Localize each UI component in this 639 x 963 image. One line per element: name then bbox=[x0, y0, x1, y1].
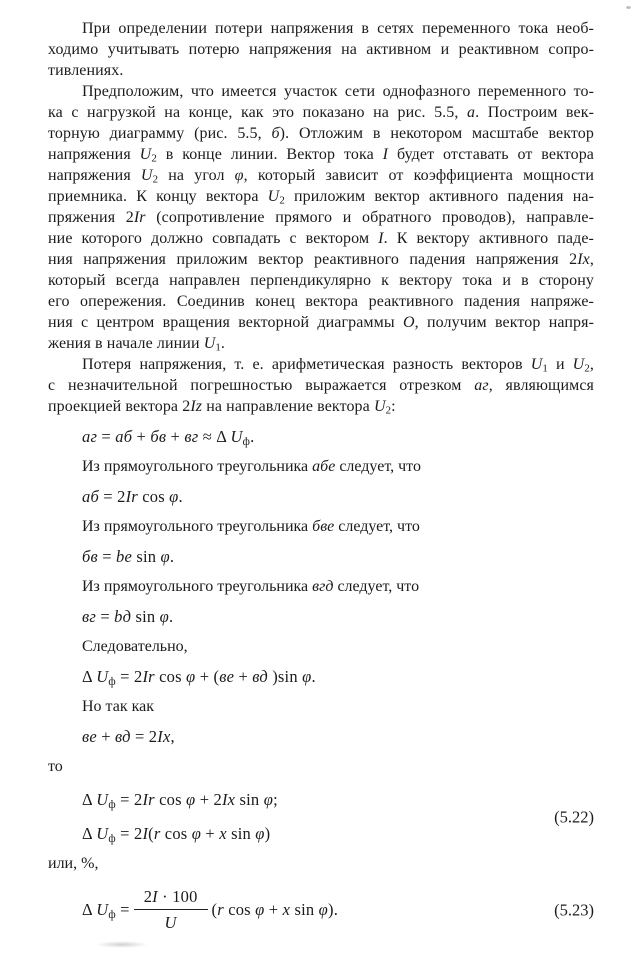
derivation-text-to: то bbox=[48, 758, 63, 775]
text-column bbox=[48, 18, 594, 933]
formula-ag-sum: аг = аб + бв + вг ≈ Δ $U_ф$. bbox=[82, 427, 255, 448]
paragraph-intro bbox=[48, 18, 594, 81]
text-line: пряжения 2Ir (сопротивление прямого и обратного проводов), направле- bbox=[48, 209, 594, 226]
scan-smudge-artifact bbox=[96, 941, 148, 948]
text-line: приемника. К концу вектора $U_2$ приложим вектор активного падения на- bbox=[48, 188, 594, 207]
paragraph-setup bbox=[48, 81, 594, 354]
equation-5-23-body bbox=[82, 886, 594, 933]
text-line: ния напряжения приложим вектор реактивного падения напряжения 2Ix, bbox=[48, 251, 594, 268]
formula-ab: аб = 2Ir cos φ. bbox=[82, 487, 183, 506]
derivation-text-bve: Из прямоугольного треугольника бве следует, что bbox=[82, 518, 420, 535]
equation-5-23 bbox=[48, 886, 594, 933]
equation-5-23-lhs: Δ $U_ф$ = bbox=[82, 900, 130, 921]
formula-vg: вг = bд sin φ. bbox=[82, 607, 174, 626]
equation-gap bbox=[48, 810, 594, 823]
fraction bbox=[134, 886, 208, 933]
paragraph-voltage-loss bbox=[48, 354, 594, 417]
equation-number-5-23: (5.23) bbox=[554, 900, 594, 919]
derivation-text-vgd: Из прямоугольного треугольника вгд следует, что bbox=[82, 578, 420, 595]
text-line: жения в начале линии $U_1$. bbox=[48, 335, 226, 354]
text-or-percent: или, %, bbox=[48, 855, 99, 872]
derivation-text-no-tak-kak: Но так как bbox=[82, 698, 155, 715]
fraction-denominator: U bbox=[164, 913, 177, 932]
equation-5-22 bbox=[48, 789, 594, 844]
equation-5-22-line1: Δ $U_ф = 2Ir$ cos φ + 2Ix sin φ; bbox=[82, 790, 278, 811]
equation-5-22-line2: Δ $U_ф = 2I(r$ cos φ + x sin φ) bbox=[82, 824, 271, 845]
equation-5-23-rhs: (r cos φ + x sin φ). bbox=[211, 900, 339, 919]
derivation-text-abe: Из прямоугольного треугольника абе следует, что bbox=[82, 458, 421, 475]
derivation-text-sledovatelno: Следовательно, bbox=[82, 638, 188, 655]
text-line: напряжения $U_2$ на угол φ, который зависит от коэффициента мощности bbox=[48, 167, 594, 186]
text-line: тивлениях. bbox=[48, 62, 124, 79]
text-line: проекцией вектора 2Iz на направление вектора $U_2$: bbox=[48, 398, 396, 417]
equation-number-5-22: (5.22) bbox=[554, 807, 594, 826]
text-line: торную диаграмму (рис. 5.5, б). Отложим в некотором масштабе вектор bbox=[48, 125, 594, 142]
text-line: который всегда направлен перпендикулярно к вектору тока и в сторону bbox=[48, 272, 594, 289]
text-line: ние которого должно совпадать с вектором I. К вектору активного паде- bbox=[48, 230, 594, 247]
formula-bv: бв = be sin φ. bbox=[82, 547, 175, 566]
text-line: При определении потери напряжения в сетях переменного тока необ- bbox=[82, 20, 594, 37]
text-line: ния с центром вращения векторной диаграммы O, получим вектор напря- bbox=[48, 314, 594, 331]
formula-ve-vd: ве + вд = 2Ix, bbox=[82, 727, 175, 746]
text-line: ходимо учитывать потерю напряжения на активном и реактивном сопро- bbox=[48, 41, 594, 58]
text-line: его опережения. Соединив конец вектора реактивного падения напряже- bbox=[48, 293, 594, 310]
text-line: напряжения $U_2$ в конце линии. Вектор тока I будет отставать от вектора bbox=[48, 146, 595, 165]
text-line: с незначительной погрешностью выражается отрезком аг, являющимся bbox=[48, 377, 595, 394]
fraction-numerator: 2I · 100 bbox=[134, 886, 208, 910]
formula-delta-u-sum: Δ $U_ф = 2Ir$ cos φ + (ве + вд )sin φ. bbox=[82, 667, 316, 688]
text-line: Предположим, что имеется участок сети однофазного переменного то- bbox=[82, 83, 594, 100]
scan-speck-artifact bbox=[626, 6, 631, 9]
text-line: ка с нагрузкой на конце, как это показано на рис. 5.5, а. Построим век- bbox=[48, 104, 594, 121]
text-line: Потеря напряжения, т. е. арифметическая разность векторов $U_1$ и $U_2$, bbox=[82, 356, 594, 375]
